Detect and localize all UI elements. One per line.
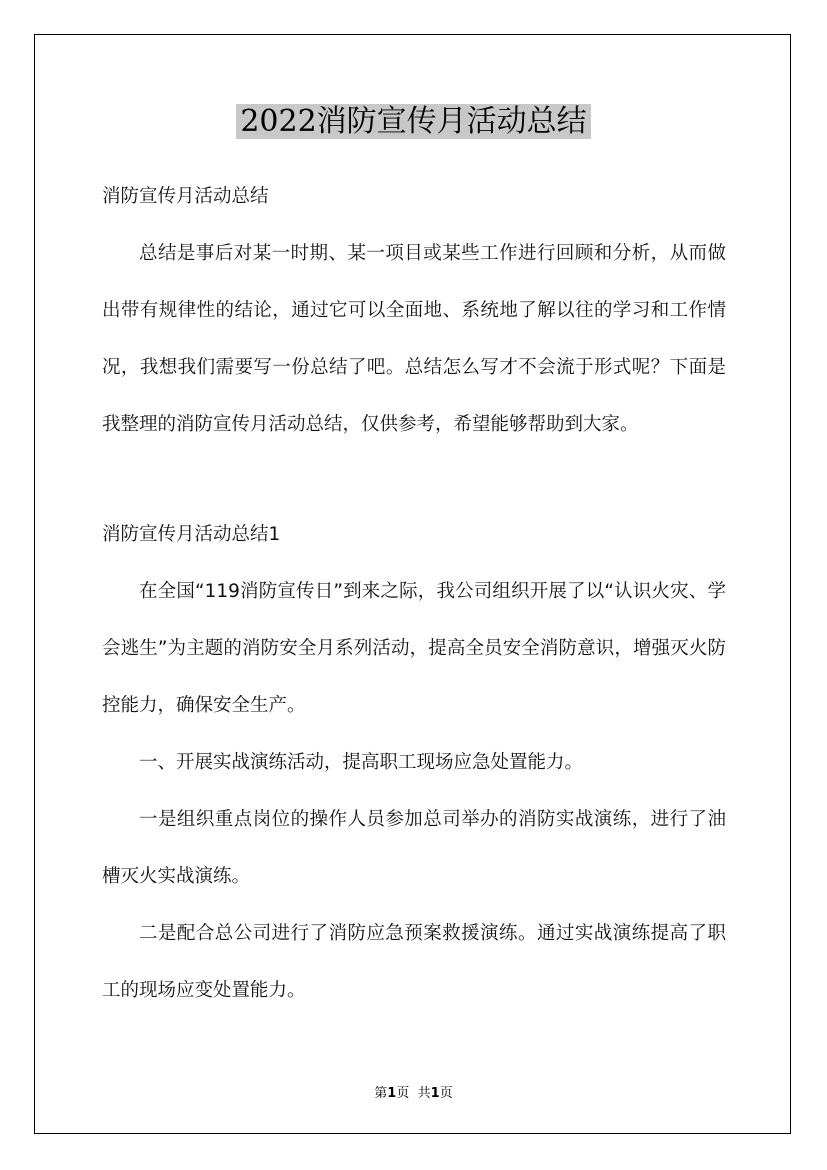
- intro-paragraph: 总结是事后对某一时期、某一项目或某些工作进行回顾和分析，从而做出带有规律性的结论，通过它可以全面地、系统地了解以往的学习和工作情况，我想我们需要写一份总结了吧。总结怎么写才不会流于形式呢？下面是我整理的消防宣传月活动总结，仅供参考，希望能够帮助到大家。: [102, 243, 726, 435]
- document-title: [0, 100, 827, 144]
- document-subtitle: 消防宣传月活动总结: [102, 186, 269, 207]
- footer-page-prefix: 第: [374, 1086, 388, 1101]
- footer-total-prefix: 共: [417, 1086, 431, 1101]
- footer-total-number: 1: [430, 1086, 440, 1101]
- section1-item-3: 二是配合总公司进行了消防应急预案救援演练。通过实战演练提高了职工的现场应变处置能力。: [102, 923, 726, 1001]
- footer-page-number: 1: [387, 1086, 397, 1101]
- section1-paragraph: 在全国“119消防宣传日”到来之际，我公司组织开展了以“认识火灾、学会逃生”为主题的消防安全月系列活动，提高全员安全消防意识，增强灭火防控能力，确保安全生产。: [102, 581, 726, 716]
- section-spacer: [102, 453, 726, 506]
- section1-item-2: 一是组织重点岗位的操作人员参加总司举办的消防实战演练，进行了油槽灭火实战演练。: [102, 809, 726, 887]
- footer-page-suffix: 页: [396, 1086, 410, 1101]
- page-footer: [0, 1082, 827, 1101]
- footer-total-suffix: 页: [439, 1086, 453, 1101]
- document-title-text: 2022消防宣传月活动总结: [236, 104, 590, 139]
- document-body: [102, 168, 726, 1019]
- section1-item-1: 一、开展实战演练活动，提高职工现场应急处置能力。: [139, 752, 584, 773]
- section1-heading: 消防宣传月活动总结1: [102, 524, 281, 545]
